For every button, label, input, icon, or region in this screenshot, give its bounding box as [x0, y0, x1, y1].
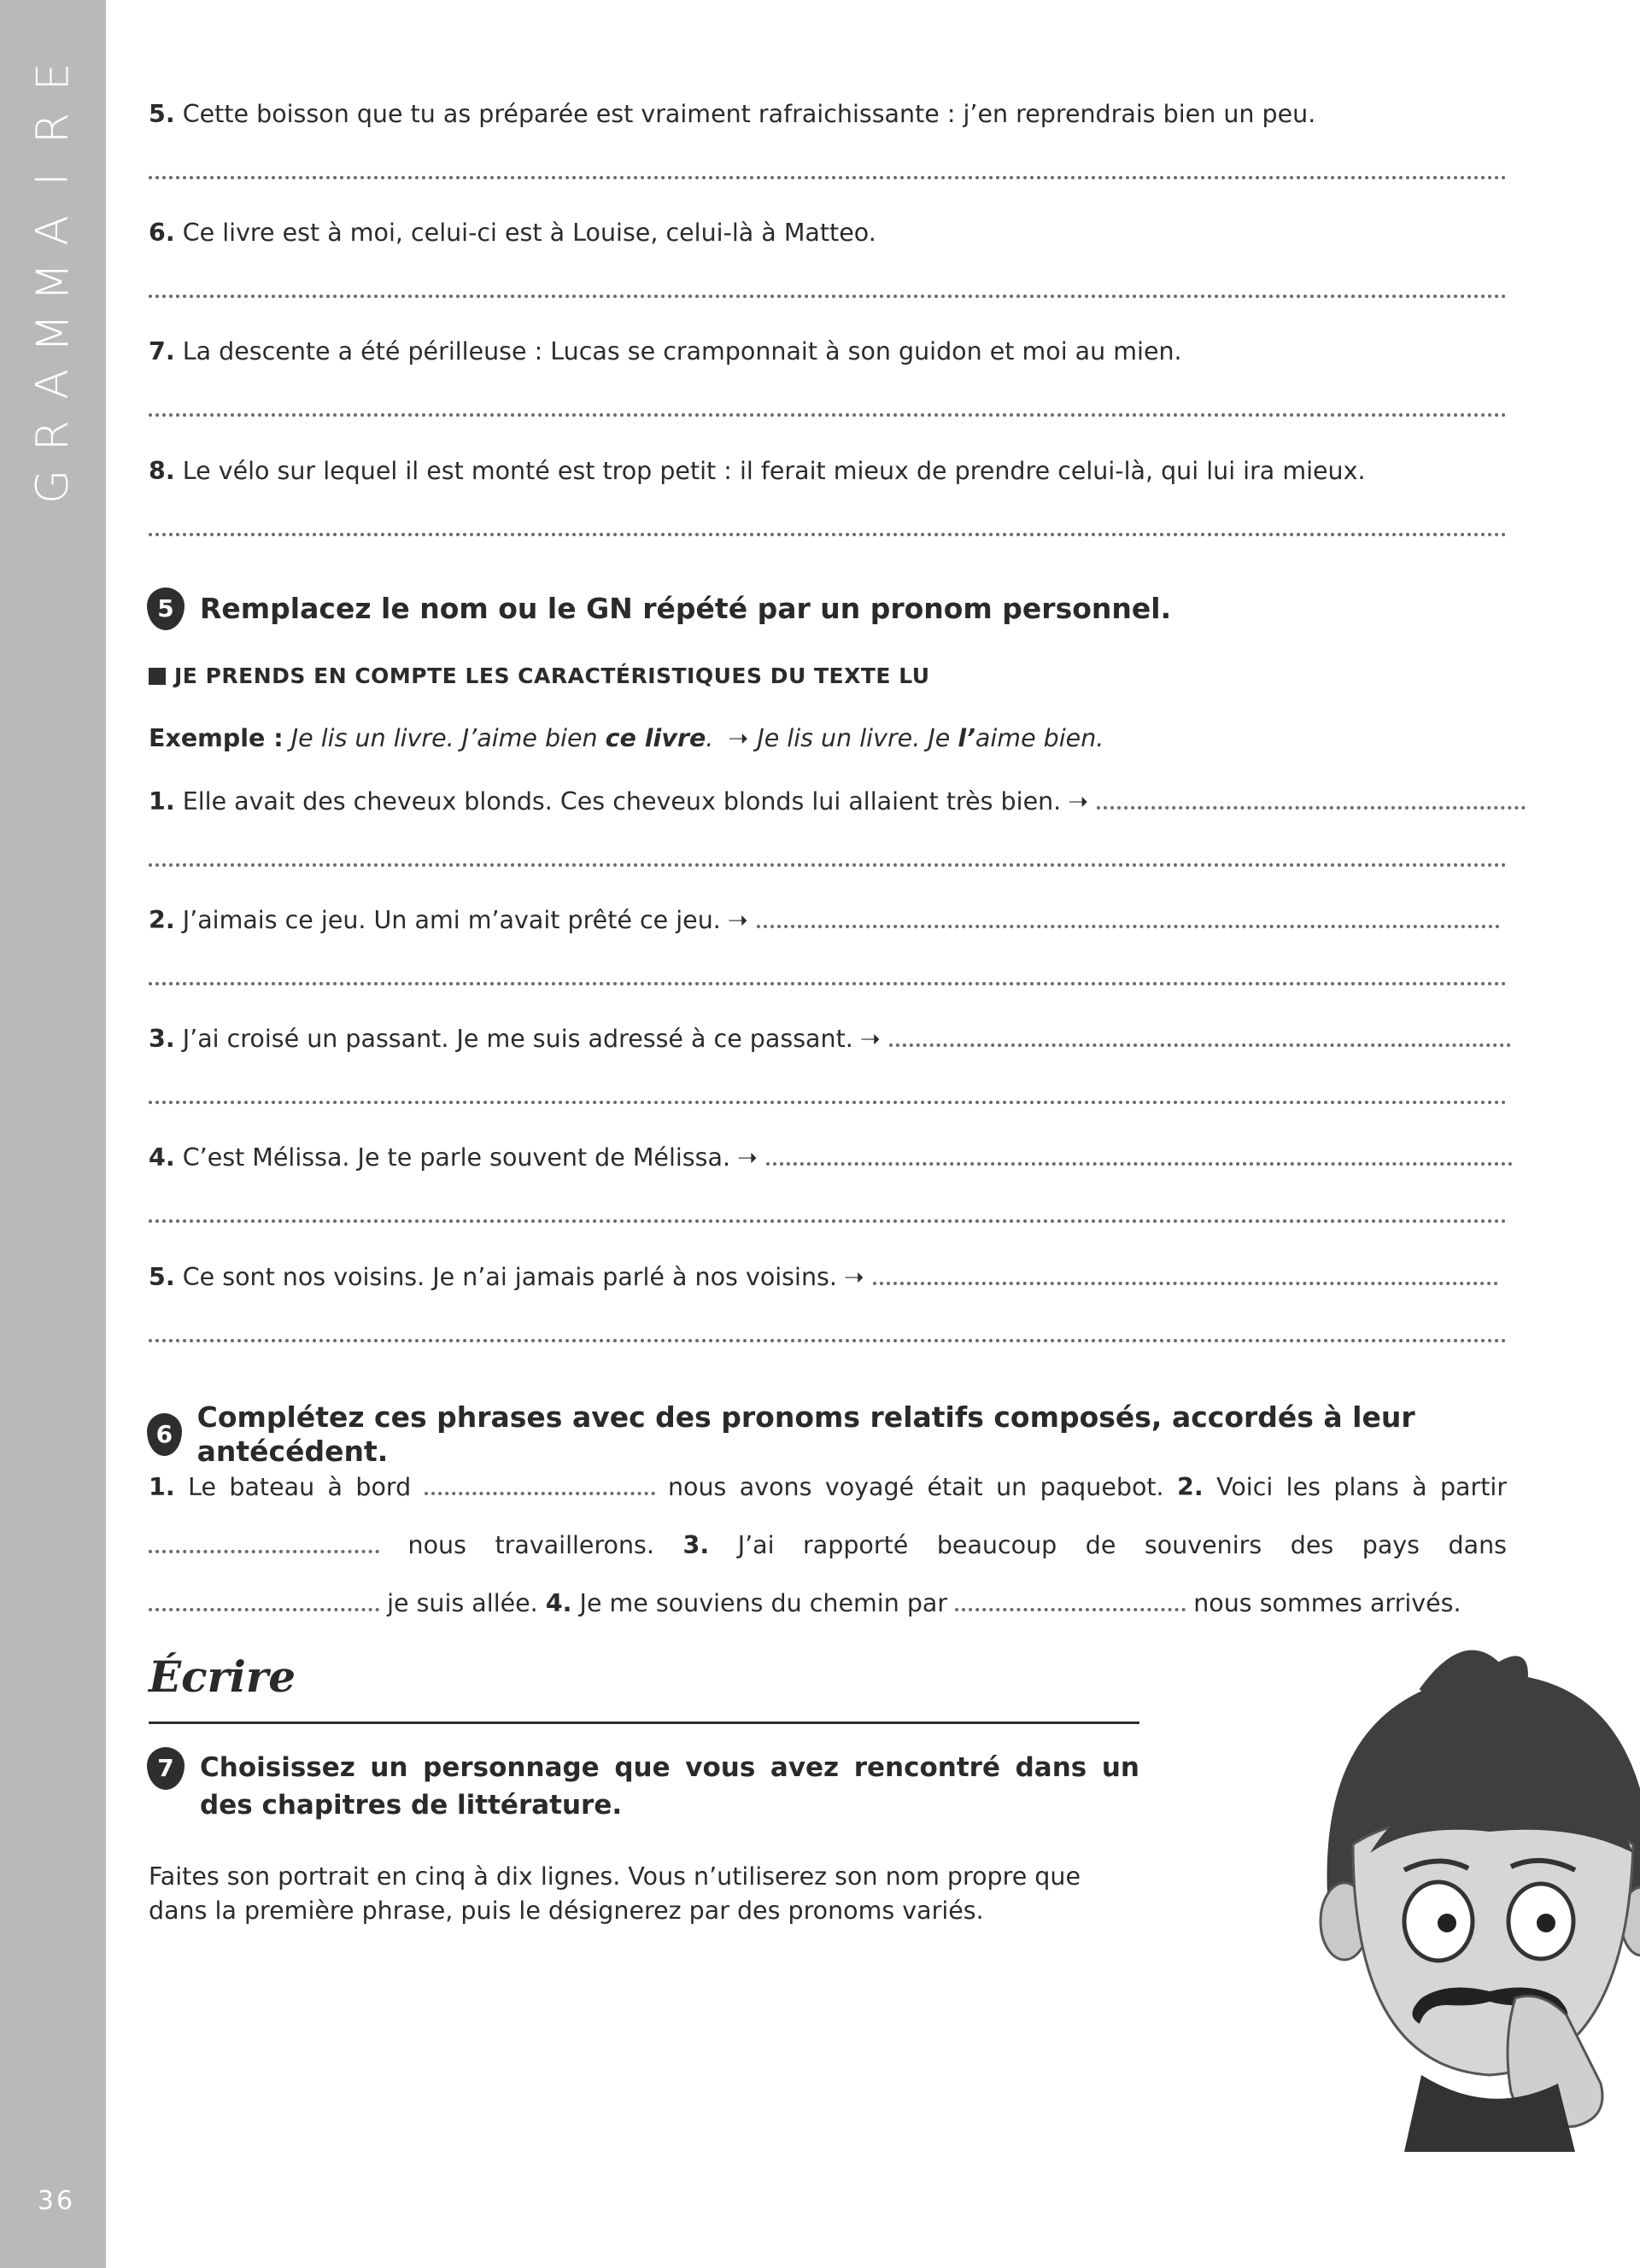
page-number: 36	[37, 2186, 76, 2216]
sidebar-letter: M	[27, 262, 79, 301]
answer-line[interactable]	[149, 982, 1507, 985]
exercise-subheading	[149, 659, 930, 693]
answer-blank[interactable]	[766, 1162, 1513, 1166]
answer-blank[interactable]	[889, 1043, 1511, 1047]
right-pupil	[1537, 1914, 1555, 1932]
answer-blank[interactable]	[873, 1282, 1498, 1285]
answer-blank[interactable]	[1097, 806, 1526, 810]
sidebar-letter: M	[27, 313, 79, 353]
sidebar-letter: R	[27, 112, 79, 144]
hair-tuft	[1421, 1652, 1526, 1691]
item-number: 8.	[149, 457, 175, 485]
sentence-part: nous travaillerons.	[407, 1531, 654, 1559]
list-item	[149, 216, 1507, 250]
sidebar-letter: I	[27, 172, 79, 186]
example-line	[149, 722, 1507, 756]
answer-line[interactable]	[149, 863, 1507, 867]
item-text: C’est Mélissa. Je te parle souvent de Mélissa.	[182, 1143, 731, 1172]
exercise-instruction: Choisissez un personnage que vous avez rencontré dans un des chapitres de littérature.	[200, 1752, 1139, 1821]
sentence-part: Je me souviens du chemin par	[579, 1589, 948, 1617]
exercise-number-badge: 6	[147, 1413, 182, 1456]
answer-blank[interactable]	[149, 1608, 379, 1611]
fill-in-paragraph	[149, 1458, 1507, 1633]
example-label: Exemple :	[149, 724, 284, 752]
item-text: La descente a été périlleuse : Lucas se cramponnait à son guidon et moi au mien.	[182, 337, 1182, 365]
item-text: Le vélo sur lequel il est monté est trop petit : il ferait mieux de prendre celui-là, qui lui ira mieux.	[182, 457, 1366, 485]
answer-line[interactable]	[149, 295, 1507, 298]
item-number: 2.	[1177, 1473, 1204, 1501]
sentence-part: J’ai rapporté beaucoup de souvenirs des pays dans	[737, 1531, 1507, 1559]
arrow-icon: ➝	[728, 724, 749, 752]
answer-line[interactable]	[149, 1101, 1507, 1104]
sentence-part: nous avons voyagé était un paquebot.	[667, 1473, 1164, 1501]
example-highlight: ce livre	[605, 724, 706, 752]
item-text: Ce sont nos voisins. Je n’ai jamais parlé à nos voisins.	[182, 1263, 837, 1291]
list-item	[149, 335, 1507, 369]
list-item	[149, 903, 1507, 938]
item-number: 5.	[149, 100, 175, 128]
sentence-part: nous sommes arrivés.	[1193, 1589, 1461, 1617]
example-text: Je lis un livre. J’aime bien	[290, 724, 606, 752]
arrow-icon: ➝	[843, 1263, 864, 1291]
exercise-instruction: Remplacez le nom ou le GN répété par un pronom personnel.	[200, 592, 1172, 625]
arrow-icon: ➝	[737, 1143, 758, 1172]
answer-blank[interactable]	[955, 1608, 1186, 1611]
exercise-5-title	[149, 587, 1171, 630]
item-number: 4.	[149, 1143, 175, 1172]
item-text: Ce livre est à moi, celui-ci est à Louise, celui-là à Matteo.	[182, 219, 876, 247]
item-text: Cette boisson que tu as préparée est vraiment rafraichissante : j’en reprendrais bien un peu.	[182, 100, 1316, 128]
answer-blank[interactable]	[149, 1550, 379, 1553]
list-item	[149, 1141, 1507, 1175]
exercise-7-instruction: Faites son portrait en cinq à dix lignes. Vous n’utiliserez son nom propre que dans la première phrase, puis le désignerez par des pronoms variés.	[149, 1862, 1081, 1925]
sentence-part: Voici les plans à partir	[1216, 1473, 1508, 1501]
sidebar-letter: A	[27, 369, 79, 400]
example-highlight: l’	[958, 724, 975, 752]
answer-blank[interactable]	[757, 925, 1500, 928]
item-number: 3.	[682, 1531, 710, 1559]
sidebar-letter: R	[27, 419, 79, 452]
face	[1353, 1820, 1633, 2075]
answer-line[interactable]	[149, 1339, 1507, 1342]
answer-line[interactable]	[149, 413, 1507, 417]
item-number: 7.	[149, 337, 175, 365]
exercise-7-title	[149, 1749, 1139, 1824]
sentence-part: je suis allée.	[387, 1589, 538, 1617]
arrow-icon: ➝	[859, 1025, 881, 1053]
example-text: .	[706, 724, 714, 752]
item-number: 5.	[149, 1263, 175, 1291]
boy-character-illustration	[1319, 1640, 1640, 2152]
item-text: J’ai croisé un passant. Je me suis adressé à ce passant.	[182, 1025, 853, 1053]
item-number: 1.	[149, 787, 175, 815]
sidebar-letter: G	[27, 469, 79, 505]
item-text: J’aimais ce jeu. Un ami m’avait prêté ce jeu.	[182, 906, 721, 934]
item-number: 6.	[149, 219, 175, 247]
list-item	[149, 1260, 1507, 1295]
exercise-instruction: Complétez ces phrases avec des pronoms relatifs composés, accordés à leur antécédent.	[196, 1400, 1415, 1468]
item-number: 4.	[545, 1589, 572, 1617]
section-divider	[149, 1721, 1139, 1724]
example-text: Je lis un livre. Je	[757, 724, 958, 752]
sidebar-letter: A	[27, 215, 79, 246]
item-number: 2.	[149, 906, 175, 934]
item-number: 3.	[149, 1025, 175, 1053]
example-text: aime bien.	[975, 724, 1104, 752]
arrow-icon: ➝	[1068, 787, 1089, 815]
exercise-number-badge: 7	[147, 1747, 184, 1790]
item-number: 1.	[149, 1473, 175, 1501]
left-pupil	[1438, 1914, 1456, 1932]
list-item	[149, 785, 1507, 819]
sentence-part: Le bateau à bord	[188, 1473, 412, 1501]
item-text: Elle avait des cheveux blonds. Ces cheveux blonds lui allaient très bien.	[182, 787, 1062, 815]
answer-line[interactable]	[149, 176, 1507, 179]
answer-line[interactable]	[149, 1219, 1507, 1223]
exercise-number-badge: 5	[147, 587, 184, 630]
square-bullet-icon	[149, 668, 166, 685]
subheading-text: JE PRENDS EN COMPTE LES CARACTÉRISTIQUES DU TEXTE LU	[174, 663, 930, 688]
list-item	[149, 97, 1507, 132]
sidebar-letter: E	[27, 62, 79, 91]
answer-line[interactable]	[149, 533, 1507, 536]
section-heading: Écrire	[149, 1651, 296, 1702]
list-item	[149, 454, 1507, 488]
arrow-icon: ➝	[727, 906, 748, 934]
sidebar	[0, 0, 106, 2268]
answer-blank[interactable]	[425, 1492, 655, 1495]
list-item	[149, 1022, 1507, 1056]
